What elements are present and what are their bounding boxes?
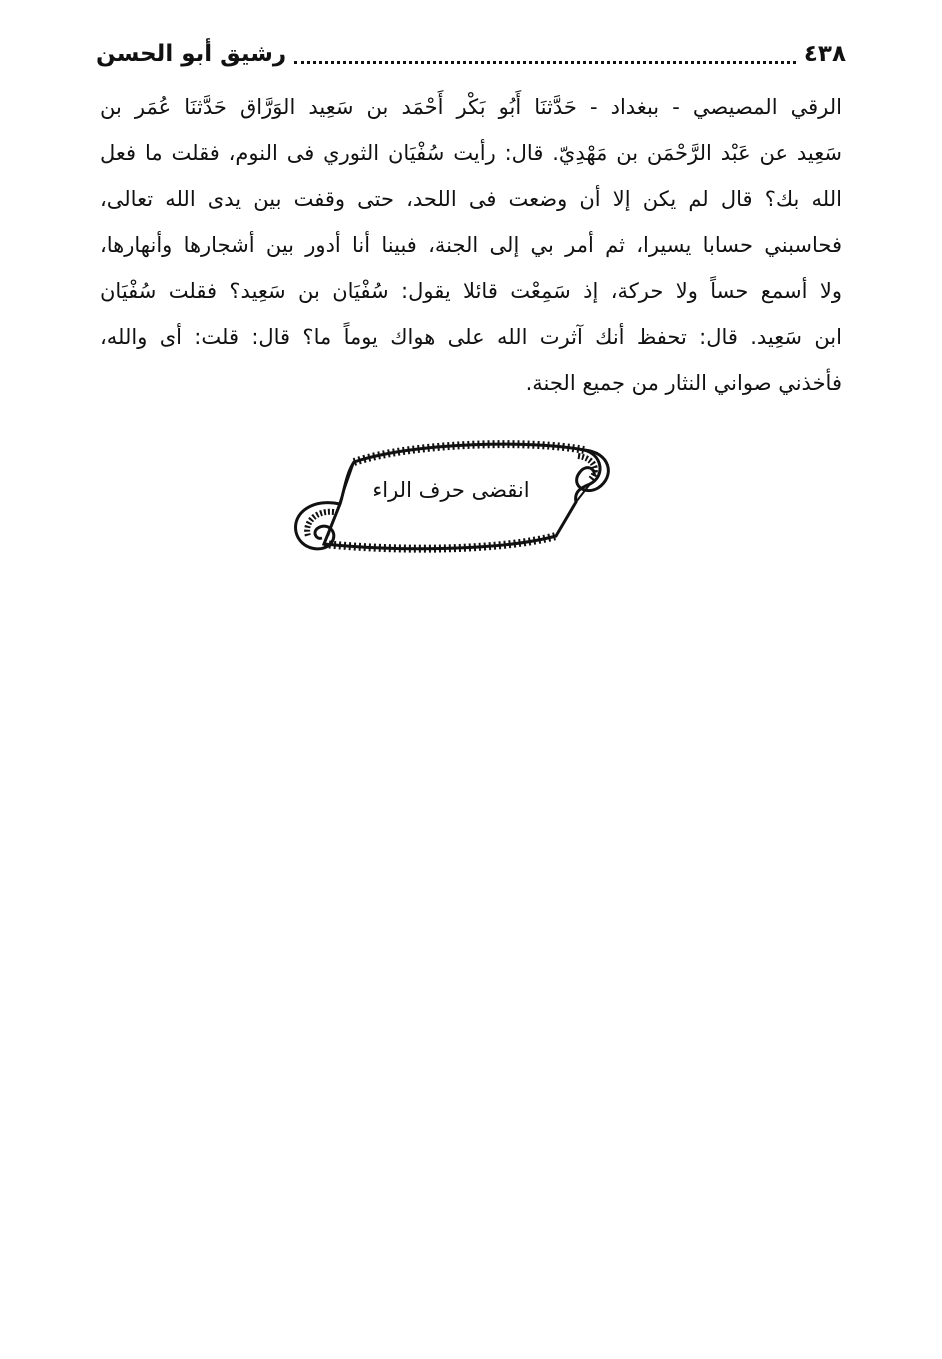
text-line: سَعِيد عن عَبْد الرَّحْمَن بن مَهْدِيّ. قال: رأيت سُفْيَان الثوري فى النوم، فقلت ما فعل <box>100 141 842 165</box>
text-line: فأخذني صواني النثار من جميع الجنة. <box>525 371 842 395</box>
body-paragraph <box>100 84 842 406</box>
page-number: ٤٣٨ <box>803 41 846 67</box>
running-head <box>96 34 846 74</box>
text-line: الله بك؟ قال لم يكن إلا أن وضعت فى اللحد، حتى وقفت بين يدى الله تعالى، <box>100 187 842 211</box>
text-line: فحاسبني حسابا يسيرا، ثم أمر بي إلى الجنة، فبينا أنا أدور بين أشجارها وأنهارها، <box>100 233 842 257</box>
running-title: رشيق أبو الحسن <box>96 41 287 67</box>
text-line: ولا أسمع حساً ولا حركة، إذ سَمِعْت قائلا يقول: سُفْيَان بن سَعِيد؟ فقلت سُفْيَان <box>100 279 842 303</box>
text-line: ابن سَعِيد. قال: تحفظ أنك آثرت الله على هواك يوماً ما؟ قال: قلت: أى والله، <box>100 325 842 349</box>
text-line: الرقي المصيصي - ببغداد - حَدَّثنَا أَبُو بَكْر أَحْمَد بن سَعِيد الوَرَّاق حَدَّثنَا عُمَر بن <box>100 95 842 119</box>
scroll-banner <box>284 432 620 560</box>
leader-dots <box>294 59 796 64</box>
section-end-caption: انقضى حرف الراء <box>372 478 530 502</box>
